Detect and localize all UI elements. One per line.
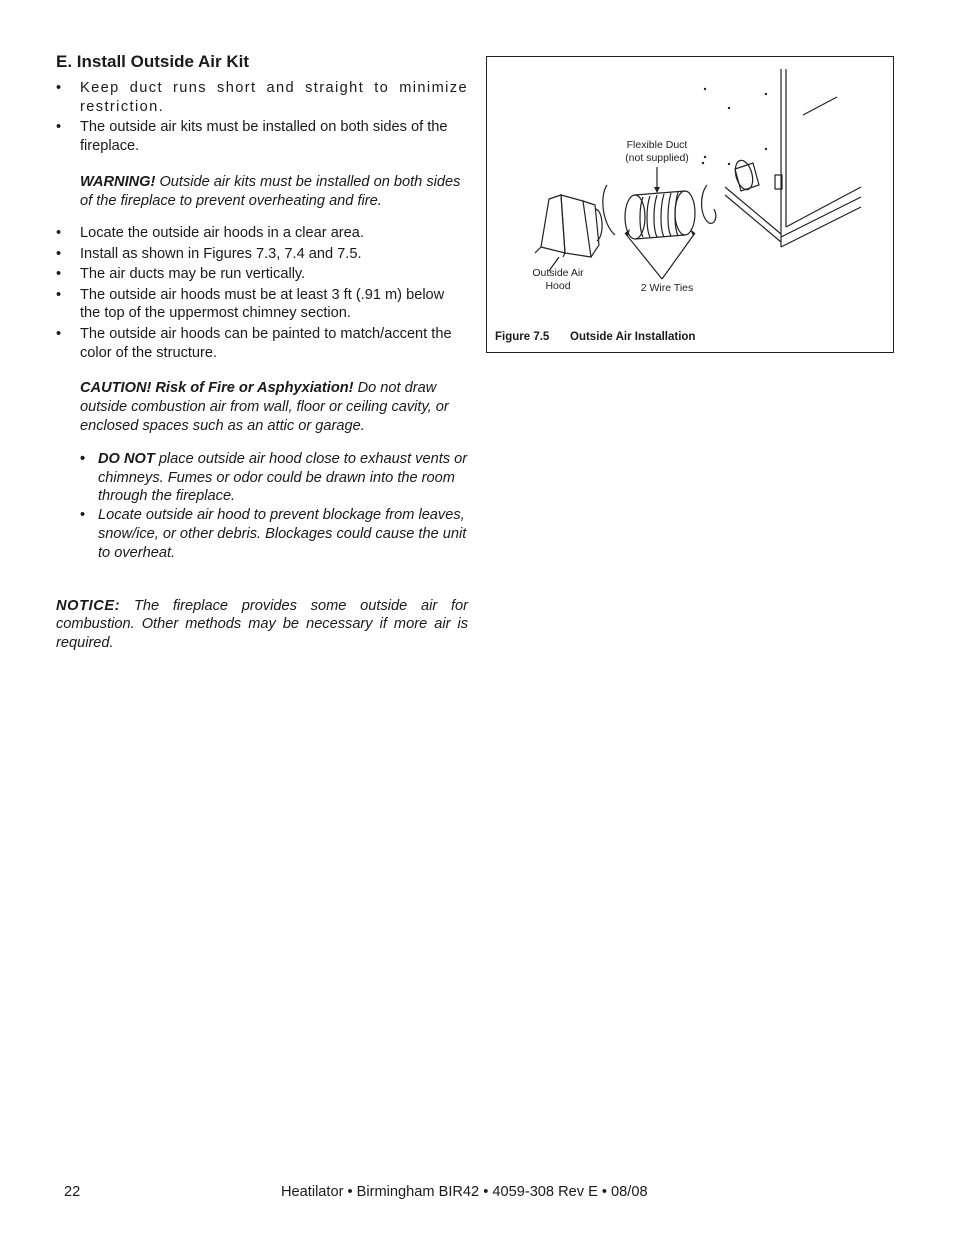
sub-bullet-list: [56, 450, 468, 563]
footer-doc-info: Heatilator • Birmingham BIR42 • 4059-308 Rev E • 08/08: [281, 1184, 648, 1200]
list-item: • DO NOT place outside air hood close to exhaust vents or chimneys. Fumes or odor could be drawn into the room through the fireplace.: [98, 450, 468, 506]
list-item: • Locate outside air hood to prevent blockage from leaves, snow/ice, or other debris. Blockages could cause the unit to overheat.: [98, 506, 468, 562]
list-item: • The outside air kits must be installed on both sides of the fireplace.: [56, 118, 468, 156]
list-item: • Locate the outside air hoods in a clear area.: [56, 224, 468, 243]
outside-air-installation-illustration: [487, 57, 893, 352]
figure-7-5: [486, 56, 894, 353]
warning-note: [56, 173, 468, 211]
list-item: • Install as shown in Figures 7.3, 7.4 and 7.5.: [56, 245, 468, 264]
bullet-list-a: [56, 79, 468, 156]
outside-air-hood-label: Outside Air Hood: [532, 267, 584, 292]
notice-text: The fireplace provides some outside air for combustion. Other methods may be necessary if more air is required.: [56, 597, 468, 652]
figure-title: Outside Air Installation: [570, 331, 696, 343]
list-item: • The outside air hoods must be at least 3 ft (.91 m) below the top of the uppermost chimney section.: [56, 286, 468, 324]
list-item: • The outside air hoods can be painted to match/accent the color of the structure.: [56, 325, 468, 363]
list-item: • The air ducts may be run vertically.: [56, 265, 468, 284]
page-number: 22: [64, 1184, 81, 1200]
notice-label: NOTICE:: [56, 597, 121, 614]
caution-text: Do not draw outside combustion air from wall, floor or ceiling cavity, or enclosed spaces such as an attic or garage.: [80, 380, 449, 434]
notice-paragraph: [56, 597, 468, 653]
figure-caption: [495, 331, 695, 343]
warning-label: WARNING!: [80, 173, 156, 190]
flexible-duct-label: Flexible Duct (not supplied): [625, 139, 689, 164]
bullet-list-b: [56, 224, 468, 362]
section-title: E. Install Outside Air Kit: [56, 52, 250, 71]
list-item: • Keep duct runs short and straight to minimize restriction.: [56, 79, 468, 117]
warning-text: Outside air kits must be installed on both sides of the fireplace to prevent overheating and fire.: [80, 173, 461, 209]
wire-ties-label: 2 Wire Ties: [640, 282, 694, 294]
figure-number: Figure 7.5: [495, 331, 550, 343]
caution-note: [56, 379, 468, 435]
left-column: [56, 52, 468, 653]
caution-label: CAUTION! Risk of Fire or Asphyxiation!: [80, 380, 354, 397]
